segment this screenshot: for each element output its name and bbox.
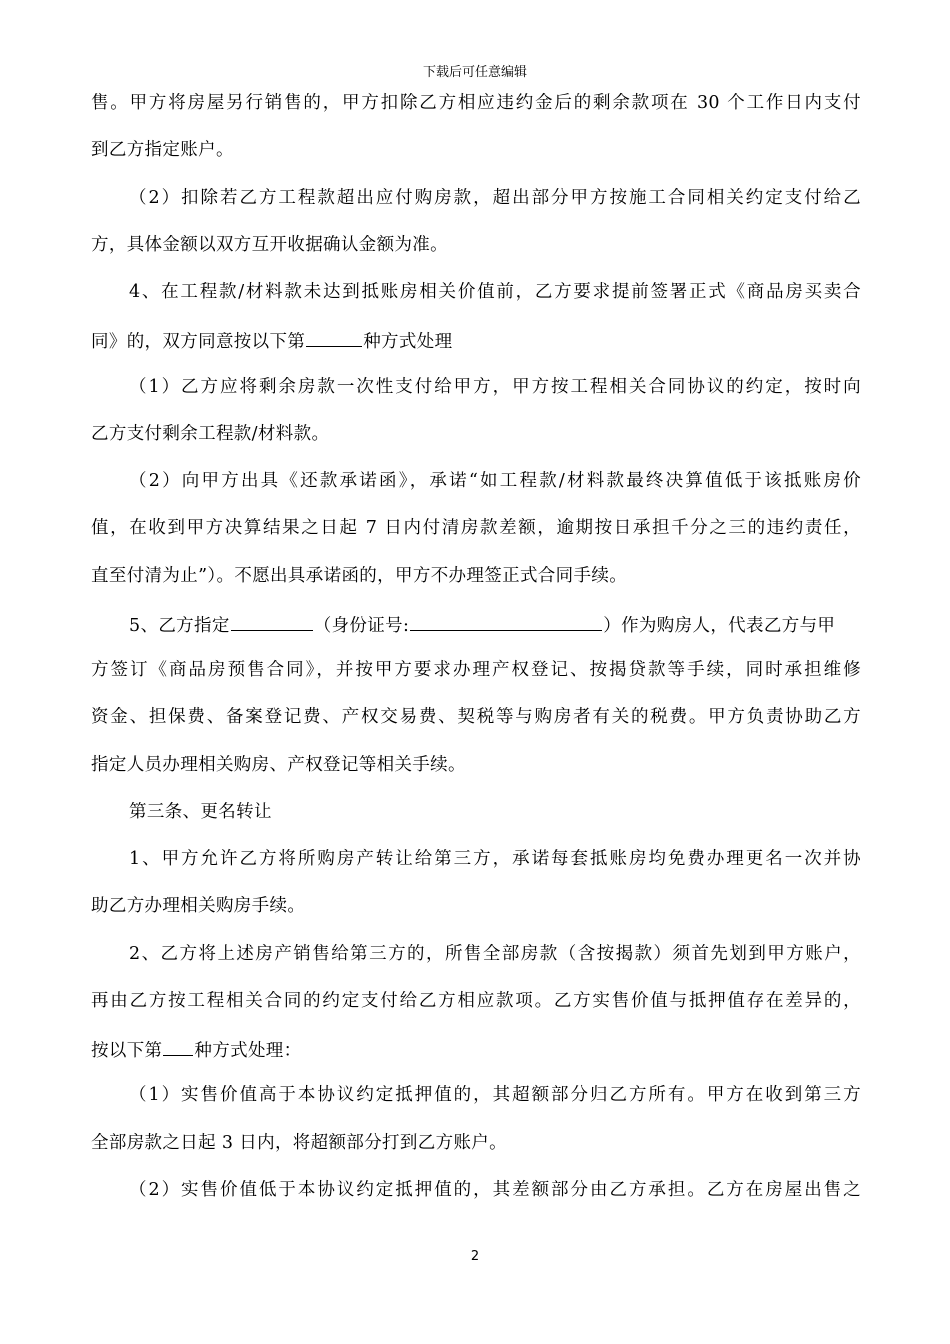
page-number: 2: [470, 1249, 480, 1264]
paragraph-line: （1）实售价值高于本协议约定抵押值的，其超额部分归乙方所有。甲方在收到第三方: [129, 1085, 861, 1106]
paragraph-line: 4、在工程款/材料款未达到抵账房相关价值前，乙方要求提前签署正式《商品房买卖合: [129, 282, 861, 302]
paragraph-line: 到乙方指定账户。: [91, 140, 234, 161]
line-text: 种方式处理：: [194, 1041, 302, 1061]
fill-in-blank[interactable]: [163, 1037, 193, 1056]
paragraph-line: [91, 1030, 861, 1077]
paragraph-line: （2）向甲方出具《还款承诺函》，承诺“如工程款/材料款最终决算值低于该抵账房价: [129, 471, 861, 491]
paragraph-line: （1）乙方应将剩余房款一次性支付给甲方，甲方按工程相关合同协议的约定，按时向: [129, 376, 861, 397]
paragraph-line: 乙方支付剩余工程款/材料款。: [91, 423, 330, 444]
paragraph-line: 资金、担保费、备案登记费、产权交易费、契税等与购房者有关的税费。甲方负责协助乙方: [91, 707, 861, 728]
paragraph-line: 全部房款之日起 3 日内，将超额部分打到乙方账户。: [91, 1132, 508, 1153]
line-text: 同》的，双方同意按以下第: [91, 332, 306, 353]
paragraph-line: （2）扣除若乙方工程款超出应付购房款，超出部分甲方按施工合同相关约定支付给乙: [129, 187, 861, 208]
paragraph-line: 再由乙方按工程相关合同的约定支付给乙方相应款项。乙方实售价值与抵押值存在差异的，: [91, 990, 861, 1011]
paragraph-line: [91, 321, 861, 368]
line-text: 按以下第: [91, 1041, 163, 1061]
line-text: （身份证号:: [313, 615, 410, 636]
page-header: 下载后可任意编辑: [422, 65, 527, 80]
paragraph-line: [91, 605, 861, 652]
paragraph-line: （2）实售价值低于本协议约定抵押值的，其差额部分由乙方承担。乙方在房屋出售之: [129, 1179, 861, 1200]
line-text: 种方式处理: [363, 332, 453, 353]
designee-name-blank[interactable]: [231, 612, 313, 631]
line-text: 5、乙方指定: [129, 615, 230, 636]
id-number-blank[interactable]: [410, 612, 602, 631]
paragraph-line: 方签订《商品房预售合同》，并按甲方要求办理产权登记、按揭贷款等手续，同时承担维修: [91, 660, 861, 680]
document-body: [91, 85, 861, 1219]
paragraph-line: 直至付清为止”）。不愿出具承诺函的，甲方不办理签正式合同手续。: [91, 565, 628, 586]
paragraph-line: 售。甲方将房屋另行销售的，甲方扣除乙方相应违约金后的剩余款项在 30 个工作日内支付: [91, 93, 861, 113]
paragraph-line: 2、乙方将上述房产销售给第三方的，所售全部房款（含按揭款）须首先划到甲方账户，: [129, 943, 861, 964]
paragraph-line: 值，在收到甲方决算结果之日起 7 日内付清房款差额，逾期按日承担千分之三的违约责任，: [91, 518, 861, 539]
section-heading: 第三条、更名转让: [129, 801, 272, 822]
paragraph-line: 方，具体金额以双方互开收据确认金额为准。: [91, 234, 448, 255]
paragraph-line: 指定人员办理相关购房、产权登记等相关手续。: [91, 754, 466, 775]
fill-in-blank[interactable]: [306, 328, 362, 347]
paragraph-line: 1、甲方允许乙方将所购房产转让给第三方，承诺每套抵账房均免费办理更名一次并协: [129, 849, 861, 869]
paragraph-line: 助乙方办理相关购房手续。: [91, 896, 306, 917]
line-text: ）作为购房人，代表乙方与甲: [603, 615, 836, 636]
